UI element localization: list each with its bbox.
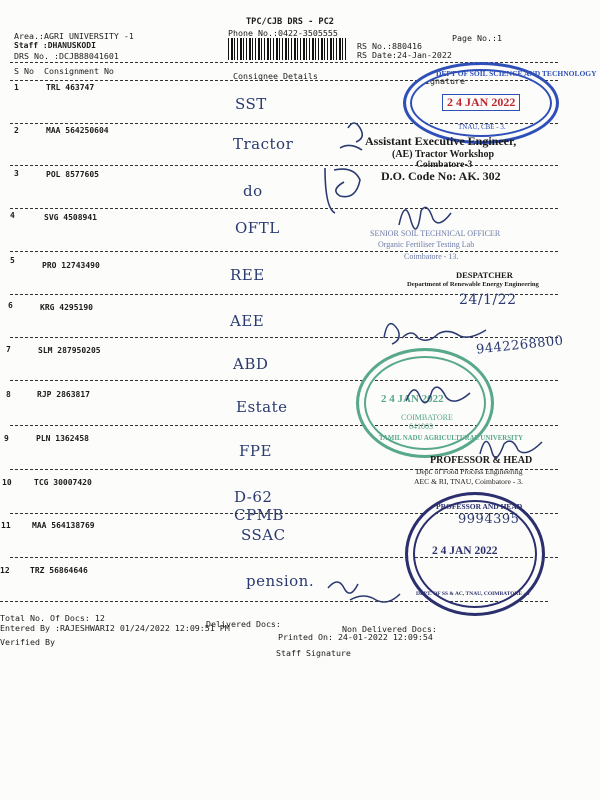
row-sno: 4 (10, 211, 15, 220)
stamp-arc-text: PROFESSOR AND HEAD (436, 502, 523, 511)
row-consignment: MAA 564138769 (32, 521, 95, 530)
row-consignee: D-62 CPMB (234, 488, 284, 524)
row-sno: 5 (10, 256, 15, 265)
row-consignee: Tractor (233, 135, 294, 153)
stamp-city: COIMBATORE (401, 413, 453, 422)
row-consignment: PLN 1362458 (36, 434, 89, 443)
stamp-line: D.O. Code No: AK. 302 (381, 169, 501, 183)
row-consignee: do (243, 182, 263, 200)
row-consignee: OFTL (235, 219, 280, 237)
row-consignment: MAA 564250604 (46, 126, 109, 135)
stamp-line: Assistant Executive Engineer, (365, 134, 517, 148)
row-sno: 3 (14, 169, 19, 178)
handwritten-phone: 9994395 (458, 512, 520, 527)
signature-scribble (400, 375, 480, 415)
signature-scribble (476, 428, 546, 464)
row-sno: 10 (2, 478, 12, 487)
row-consignment: TRZ 56864646 (30, 566, 88, 575)
row-sno: 6 (8, 301, 13, 310)
row-consignee: AEE (230, 312, 265, 330)
row-sno: 7 (6, 345, 11, 354)
stamp-arc-text: TAMIL NADU AGRICULTURAL UNIVERSITY (379, 435, 524, 442)
stamp-date: 2 4 JAN 2022 (432, 545, 498, 557)
row-consignment: TCG 30007420 (34, 478, 92, 487)
stamp-pin: 641003 (409, 422, 433, 431)
delivered-docs: Delivered Docs: (206, 619, 281, 629)
handwritten-phone: 9442268800 (475, 333, 565, 358)
stamp-line: PROFESSOR & HEAD (430, 455, 533, 466)
row-sno: 11 (1, 521, 11, 530)
stamp-line: Coimbatore-3 (416, 160, 473, 170)
printed-on: Printed On: 24-01-2022 12:09:54 (278, 632, 433, 642)
stamp-arc-text: DEPT OF SOIL SCIENCE AND TECHNOLOGY (436, 69, 597, 78)
drs-number: DRS No. :DCJB88041601 (14, 51, 119, 61)
stamp-line: AEC & RI, TNAU, Coimbatore - 3. (414, 477, 523, 486)
row-consignee: pension. (246, 572, 315, 590)
row-consignee: Estate (236, 398, 288, 416)
phone-number: Phone No.:0422-3505555 (228, 28, 338, 38)
col-signature: Signature (420, 76, 465, 86)
row-consignment: KRG 4295190 (40, 303, 93, 312)
col-sno: S No (14, 66, 34, 76)
barcode (228, 38, 346, 60)
row-consignee: SST (235, 95, 267, 113)
stamp-arc-text: DEPT. OF SS & AC, TNAU, COIMBATORE - 3 (416, 591, 530, 597)
row-consignee: FPE (239, 442, 272, 460)
row-consignment: PRO 12743490 (42, 261, 100, 270)
entered-by: Entered By :RAJESHWARI2 01/24/2022 12:09:51 PM (0, 623, 230, 633)
row-consignment: SVG 4508941 (44, 213, 97, 222)
row-divider (10, 251, 558, 252)
row-consignment: SLM 287950205 (38, 346, 101, 355)
stamp-line: (AE) Tractor Workshop (392, 149, 495, 160)
stamp-line: Coimbatore - 13. (404, 252, 459, 261)
document-title: TPC/CJB DRS - PC2 (246, 17, 334, 27)
staff-signature: Staff Signature (276, 648, 351, 658)
rs-date: RS Date:24-Jan-2022 (357, 50, 452, 60)
row-consignee: REE (230, 266, 265, 284)
non-delivered-docs: Non Delivered Docs: (342, 624, 437, 634)
page-number: Page No.:1 (452, 33, 502, 43)
signature-scribble (320, 570, 410, 610)
row-consignment: RJP 2863817 (37, 390, 90, 399)
row-sno: 8 (6, 390, 11, 399)
stamp-line: SENIOR SOIL TECHNICAL OFFICER (370, 229, 501, 238)
ssac-stamp (405, 492, 545, 616)
row-divider (10, 208, 558, 209)
signature-scribble (395, 195, 455, 235)
total-docs: Total No. Of Docs: 12 (0, 613, 105, 623)
row-consignment: POL 8577605 (46, 170, 99, 179)
stamp-bottom-text: TNAU, CBE - 3. (458, 123, 506, 131)
verified-by: Verified By (0, 637, 55, 647)
row-sno: 12 (0, 566, 10, 575)
staff-label: Staff :DHANUSKODI (14, 41, 96, 50)
rs-number: RS No.:880416 (357, 41, 422, 51)
stamp-line: Department of Renewable Energy Engineering (407, 281, 539, 288)
stamp-line: DESPATCHER (456, 270, 513, 280)
col-consignment: Consignment No (44, 66, 114, 76)
row-sno: 9 (4, 434, 9, 443)
row-consignee: ABD (233, 355, 269, 373)
stamp-line: Dept. of Food Process Engineering (416, 467, 523, 476)
soil-science-stamp (403, 62, 597, 144)
handwritten-date: 24/1/22 (459, 292, 517, 308)
stamp-date: 2 4 JAN 2022 (442, 94, 520, 111)
row-divider (10, 165, 558, 166)
row-sno: 1 (14, 83, 19, 92)
row-consignee: SSAC (241, 526, 286, 544)
row-consignment: TRL 463747 (46, 83, 95, 92)
signature-scribble (378, 308, 488, 358)
col-consignee: Consignee Details (233, 71, 318, 81)
area-label: Area.:AGRI UNIVERSITY -1 (14, 31, 134, 41)
stamp-date: 2 4 JAN 2022 (381, 393, 444, 405)
stamp-line: Organic Fertiliser Testing Lab (378, 240, 475, 249)
row-sno: 2 (14, 126, 19, 135)
